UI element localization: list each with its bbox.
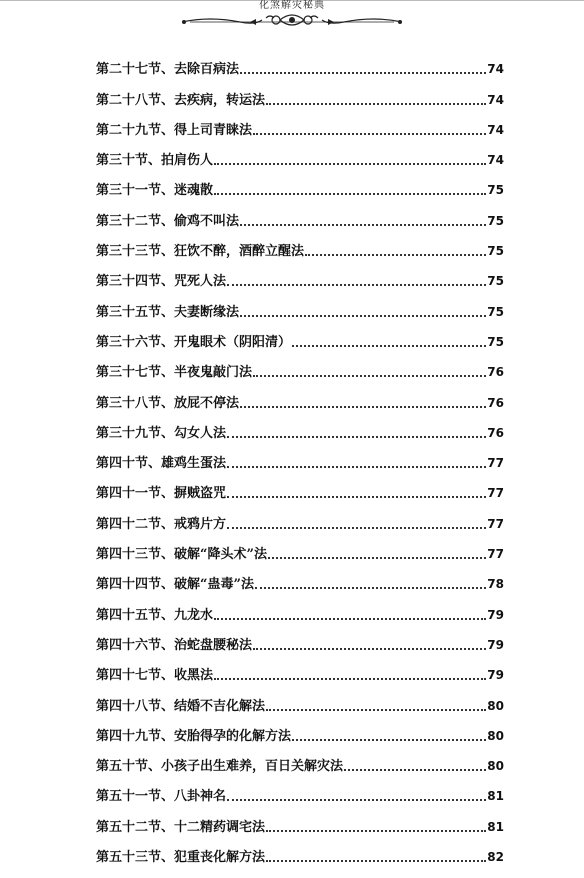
toc-entry [96,116,504,146]
toc-entry-title: 第五十三节、犯重丧化解方法 [96,850,266,866]
dot-leader [227,496,486,498]
toc-entry-page-number: 80 [487,728,504,743]
page-header [0,0,584,40]
dot-leader [344,769,486,771]
toc-entry-page-number: 79 [487,607,504,622]
toc-entry-title: 第四十八节、结婚不吉化解法 [96,698,266,714]
toc-entry-page-number: 79 [487,637,504,652]
toc-entry-title: 第四十五节、九龙水 [96,607,214,623]
toc-entry-page-number: 77 [487,516,504,531]
toc-entry-title: 第三十节、拍肩伤人 [96,153,214,169]
dot-leader [227,436,486,438]
toc-entry [96,267,504,297]
toc-entry-page-number: 75 [487,244,504,259]
toc-entry [96,328,504,358]
dot-leader [268,557,486,559]
toc-entry [96,600,504,630]
toc-entry [96,449,504,479]
toc-entry-page-number: 75 [487,183,504,198]
dot-leader [240,406,486,408]
toc-entry-page-number: 74 [487,92,504,107]
toc-entry-title: 第五十一节、八卦神名 [96,789,227,805]
toc-entry [96,843,504,873]
toc-entry-title: 第三十九节、勾女人法 [96,425,227,441]
dot-leader [214,193,486,195]
dot-leader [253,648,486,650]
toc-entry [96,570,504,600]
toc-entry [96,479,504,509]
toc-entry [96,691,504,721]
toc-entry [96,752,504,782]
toc-entry [96,55,504,85]
toc-entry-page-number: 79 [487,668,504,683]
toc-entry-page-number: 75 [487,334,504,349]
toc-entry-title: 第五十二节、十二精药调宅法 [96,819,266,835]
toc-entry-page-number: 77 [487,456,504,471]
toc-entry-title: 第四十一节、摒贼盗咒 [96,486,227,502]
dot-leader [240,72,486,74]
toc-entry-title: 第三十一节、迷魂散 [96,183,214,199]
dot-leader [227,799,486,801]
toc-entry-title: 第四十节、雄鸡生蛋法 [96,456,227,472]
toc-entry [96,631,504,661]
dot-leader [214,163,486,165]
ornament-divider-icon [180,8,404,32]
dot-leader [255,587,486,589]
toc-entry-title: 第四十三节、破解“降头术”法 [96,547,267,563]
toc-entry-page-number: 76 [487,425,504,440]
toc-entry [96,661,504,691]
dot-leader [214,618,486,620]
toc-entry-title: 第三十四节、咒死人法 [96,274,227,290]
toc-entry-title: 第四十七节、收黑法 [96,668,214,684]
dot-leader [227,466,486,468]
toc-entry-title: 第三十三节、狂饮不醉，酒醉立醒法 [96,244,305,260]
toc-entry [96,509,504,539]
toc-entry-title: 第五十节、小孩子出生难养，百日关解灾法 [96,759,344,775]
dot-leader [227,284,486,286]
dot-leader [214,678,486,680]
toc-entry [96,237,504,267]
dot-leader [266,709,486,711]
toc-entry [96,388,504,418]
toc-entry-title: 第二十八节、去疾病，转运法 [96,92,266,108]
dot-leader [292,345,486,347]
toc-entry-page-number: 74 [487,153,504,168]
toc-entry-title: 第三十五节、夫妻断缘法 [96,304,240,320]
dot-leader [227,527,486,529]
toc-entry-title: 第三十二节、偷鸡不叫法 [96,213,240,229]
running-header-title: 化煞解灾秘典 [259,0,325,11]
toc-entry-page-number: 80 [487,759,504,774]
toc-entry-page-number: 77 [487,547,504,562]
toc-entry-page-number: 75 [487,304,504,319]
toc-entry-title: 第三十六节、开鬼眼术（阴阳清） [96,334,292,350]
toc-entry [96,85,504,115]
toc-entry [96,297,504,327]
dot-leader [253,133,486,135]
toc-entry-title: 第二十七节、去除百病法 [96,62,240,78]
toc-entry-page-number: 75 [487,274,504,289]
dot-leader [253,375,486,377]
toc-entry-title: 第三十七节、半夜鬼敲门法 [96,365,253,381]
dot-leader [292,739,486,741]
toc-entry-title: 第四十九节、安胎得孕的化解方法 [96,728,292,744]
toc-entry [96,782,504,812]
toc-entry-page-number: 80 [487,698,504,713]
toc-entry-page-number: 82 [487,850,504,865]
toc-entry-page-number: 74 [487,62,504,77]
toc-entry-page-number: 75 [487,213,504,228]
dot-leader [240,315,486,317]
toc-entry-title: 第三十八节、放屁不停法 [96,395,240,411]
dot-leader [266,860,486,862]
toc-entry [96,722,504,752]
dot-leader [240,224,486,226]
toc-entry-title: 第二十九节、得上司青睐法 [96,122,253,138]
table-of-contents [96,55,504,873]
toc-entry [96,419,504,449]
toc-entry [96,176,504,206]
dot-leader [305,254,486,256]
dot-leader [266,103,486,105]
toc-entry [96,540,504,570]
dot-leader [266,830,486,832]
toc-entry-page-number: 74 [487,122,504,137]
toc-entry [96,206,504,236]
toc-entry-page-number: 81 [487,789,504,804]
toc-entry-page-number: 77 [487,486,504,501]
toc-entry [96,358,504,388]
toc-entry-title: 第四十二节、戒鸦片方 [96,516,227,532]
toc-entry-page-number: 76 [487,365,504,380]
toc-entry-page-number: 76 [487,395,504,410]
toc-entry-page-number: 78 [487,577,504,592]
toc-entry-page-number: 81 [487,819,504,834]
toc-entry [96,812,504,842]
toc-entry-title: 第四十四节、破解“蛊毒”法 [96,577,254,593]
toc-entry [96,146,504,176]
toc-entry-title: 第四十六节、治蛇盘腰秘法 [96,637,253,653]
